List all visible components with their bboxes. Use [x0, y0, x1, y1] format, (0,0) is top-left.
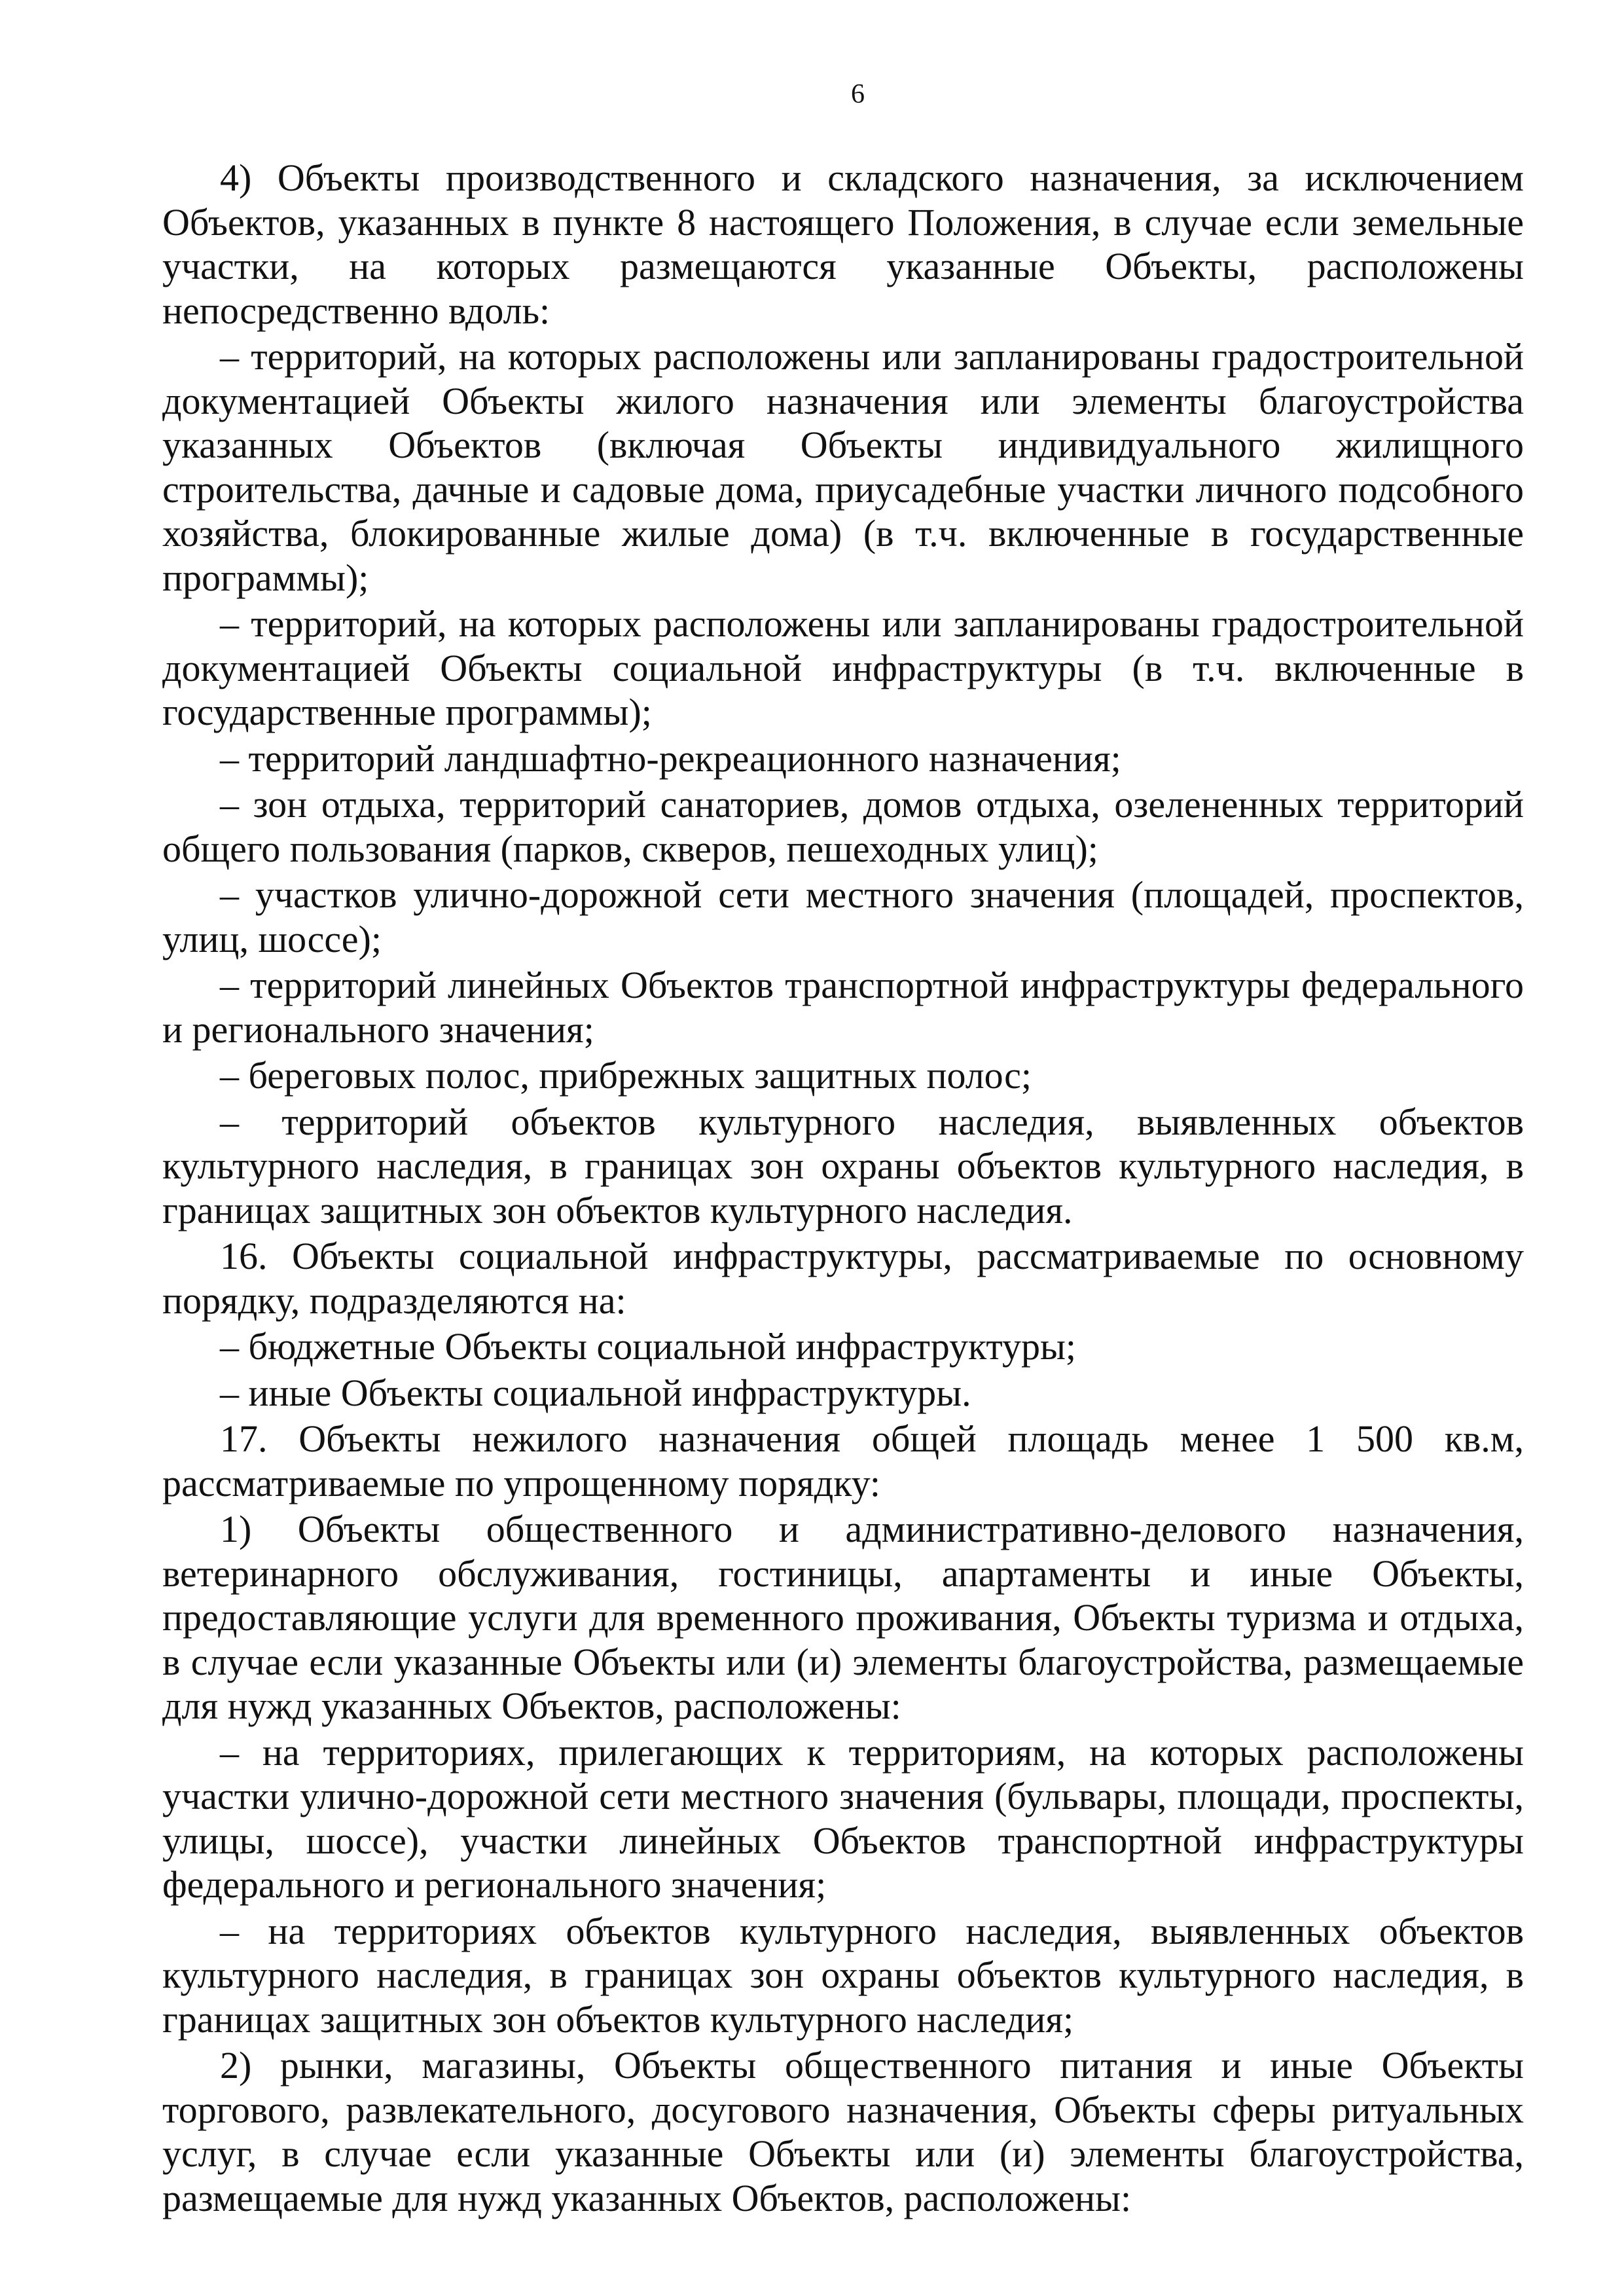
- list-item-road-network: – участков улично-дорожной сети местного значения (площадей, проспектов, улиц, шоссе);: [162, 873, 1524, 960]
- paragraph-17-item-1: 1) Объекты общественного и административно-делового назначения, ветеринарного обслуживания, гостиницы, апартаменты и иные Объекты, предоставляющие услуги для временного проживания, Объекты туризма и отдыха, в случае если указанные Объекты или (и) элементы благоустройства, размещаемые для нужд указанных Объектов, расположены:: [162, 1508, 1524, 1727]
- paragraph-16: 16. Объекты социальной инфраструктуры, рассматриваемые по основному порядку, подразделяются на:: [162, 1235, 1524, 1322]
- list-item-residential-territories: – территорий, на которых расположены или запланированы градостроительной документацией Объекты жилого назначения или элементы благоустройства указанных Объектов (включая Объекты индивидуального жилищного строительства, дачные и садовые дома, приусадебные участки личного подсобного хозяйства, блокированные жилые дома) (в т.ч. включенные в государственные программы);: [162, 335, 1524, 599]
- list-item-recreation-zones: – зон отдыха, территорий санаториев, домов отдыха, озелененных территорий общего пользования (парков, скверов, пешеходных улиц);: [162, 783, 1524, 870]
- page-number: 6: [851, 79, 865, 109]
- list-item-budget-social: – бюджетные Объекты социальной инфраструктуры;: [220, 1325, 1077, 1368]
- paragraph-17-item-2: 2) рынки, магазины, Объекты общественного питания и иные Объекты торгового, развлекательного, досугового назначения, Объекты сферы ритуальных услуг, в случае если указанные Объекты или (и) элементы благоустройства, размещаемые для нужд указанных Объектов, расположены:: [162, 2044, 1524, 2219]
- list-item-adjacent-territories: – на территориях, прилегающих к территориям, на которых расположены участки улично-дорожной сети местного значения (бульвары, площади, проспекты, улицы, шоссе), участки линейных Объектов транспортной инфраструктуры федерального и регионального значения;: [162, 1730, 1524, 1906]
- paragraph-item-4: 4) Объекты производственного и складского назначения, за исключением Объектов, указанных в пункте 8 настоящего Положения, в случае если земельные участки, на которых размещаются указанные Объекты, расположены непосредственно вдоль:: [162, 156, 1524, 332]
- document-body: [162, 156, 1524, 2222]
- list-item-landscape-territories: – территорий ландшафтно-рекреационного назначения;: [220, 737, 1121, 780]
- list-item-heritage-territories: – на территориях объектов культурного наследия, выявленных объектов культурного наследия, в границах зон охраны объектов культурного наследия, в границах защитных зон объектов культурного наследия;: [162, 1909, 1524, 2041]
- list-item-social-territories: – территорий, на которых расположены или запланированы градостроительной документацией Объекты социальной инфраструктуры (в т.ч. включенные в государственные программы);: [162, 602, 1524, 733]
- list-item-coastal-strips: – береговых полос, прибрежных защитных полос;: [220, 1054, 1032, 1097]
- list-item-cultural-heritage: – территорий объектов культурного наследия, выявленных объектов культурного наследия, в границах зон охраны объектов культурного наследия, в границах защитных зон объектов культурного наследия.: [162, 1100, 1524, 1231]
- list-item-other-social: – иные Объекты социальной инфраструктуры.: [220, 1371, 971, 1414]
- paragraph-17: 17. Объекты нежилого назначения общей площадь менее 1 500 кв.м, рассматриваемые по упрощенному порядку:: [162, 1417, 1524, 1504]
- list-item-transport-infrastructure: – территорий линейных Объектов транспортной инфраструктуры федерального и регионального значения;: [162, 964, 1524, 1051]
